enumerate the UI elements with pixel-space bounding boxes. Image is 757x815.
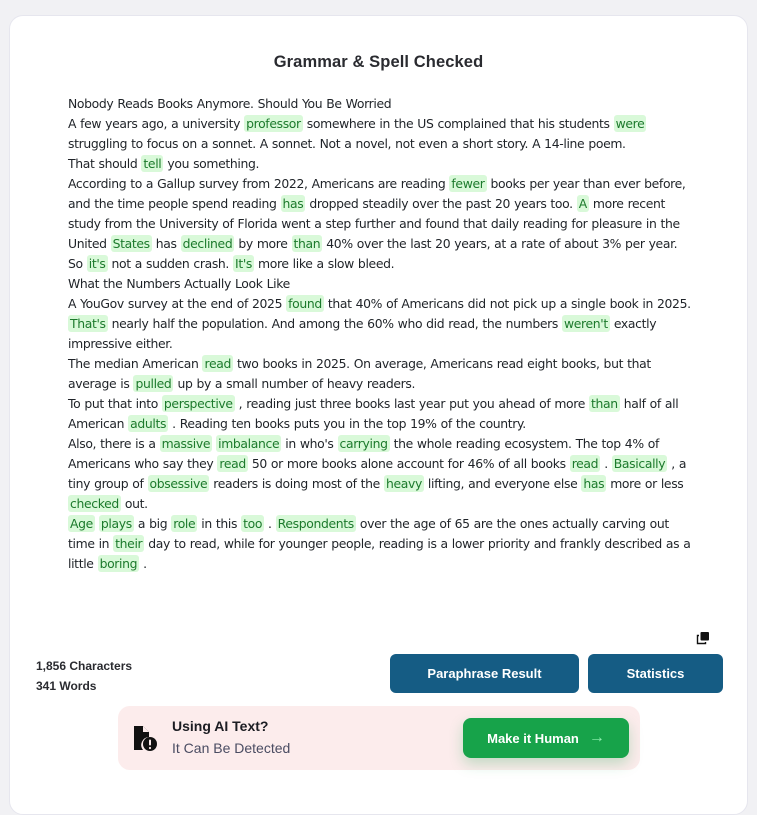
text-segment: readers is doing most of the: [209, 476, 384, 491]
text-segment: you something.: [163, 156, 260, 171]
text-segment: , a tiny group of: [68, 456, 687, 491]
corrected-word-highlight[interactable]: plays: [100, 516, 132, 531]
corrected-word-highlight[interactable]: imbalance: [218, 436, 280, 451]
character-count: 1,856 Characters: [36, 659, 133, 673]
text-segment: out.: [120, 496, 148, 511]
make-it-human-label: Make it Human: [487, 730, 579, 746]
paraphrase-result-button[interactable]: Paraphrase Result: [390, 654, 579, 693]
corrected-word-highlight[interactable]: has: [583, 476, 605, 491]
text-segment: A YouGov survey at the end of 2025: [68, 296, 287, 311]
text-paragraph: [68, 174, 698, 254]
text-paragraph: [68, 274, 698, 294]
text-paragraph: [68, 394, 698, 434]
text-segment: in who's: [281, 436, 338, 451]
make-it-human-button[interactable]: [463, 718, 629, 758]
corrected-word-highlight[interactable]: has: [282, 196, 304, 211]
text-segment: dropped steadily over the past 20 years too.: [305, 196, 577, 211]
corrected-word-highlight[interactable]: Respondents: [277, 516, 354, 531]
text-segment: Nobody Reads Books Anymore. Should You Be Worried: [68, 96, 392, 111]
text-segment: , reading just three books last year put you ahead of more: [234, 396, 590, 411]
checked-text-area[interactable]: [68, 94, 698, 574]
corrected-word-highlight[interactable]: it's: [88, 256, 106, 271]
corrected-word-highlight[interactable]: read: [571, 456, 599, 471]
text-segment: up by a small number of heavy readers.: [173, 376, 416, 391]
text-segment: So: [68, 256, 87, 271]
corrected-word-highlight[interactable]: boring: [99, 556, 138, 571]
corrected-word-highlight[interactable]: found: [288, 296, 322, 311]
text-segment: more like a slow bleed.: [254, 256, 395, 271]
text-segment: in this: [197, 516, 242, 531]
corrected-word-highlight[interactable]: perspective: [163, 396, 233, 411]
corrected-word-highlight[interactable]: were: [615, 116, 645, 131]
corrected-word-highlight[interactable]: declined: [182, 236, 233, 251]
text-paragraph: [68, 154, 698, 174]
corrected-word-highlight[interactable]: tell: [143, 156, 162, 171]
corrected-word-highlight[interactable]: States: [112, 236, 150, 251]
corrected-word-highlight[interactable]: read: [204, 356, 231, 371]
corrected-word-highlight[interactable]: It's: [235, 256, 252, 271]
text-paragraph: [68, 294, 698, 354]
text-segment: To put that into: [68, 396, 162, 411]
text-segment: That should: [68, 156, 142, 171]
corrected-word-highlight[interactable]: carrying: [339, 436, 388, 451]
corrected-word-highlight[interactable]: too: [243, 516, 263, 531]
text-segment: 40% over the last 20 years, at a rate of about 3% per year.: [322, 236, 678, 251]
text-paragraph: [68, 434, 698, 514]
text-segment: According to a Gallup survey from 2022, Americans are reading: [68, 176, 450, 191]
text-segment: has: [151, 236, 181, 251]
corrected-word-highlight[interactable]: checked: [70, 496, 119, 511]
arrow-right-icon: →: [588, 729, 605, 746]
text-segment: Also, there is a: [68, 436, 160, 451]
corrected-word-highlight[interactable]: than: [293, 236, 321, 251]
text-segment: by more: [234, 236, 292, 251]
copy-icon[interactable]: [696, 631, 710, 645]
word-count: 341 Words: [36, 679, 97, 693]
ai-detection-banner: [118, 706, 640, 770]
file-warning-icon: [132, 724, 158, 752]
text-segment: exactly impressive either.: [68, 316, 657, 351]
text-segment: The median American: [68, 356, 203, 371]
text-segment: .: [600, 456, 612, 471]
corrected-word-highlight[interactable]: That's: [70, 316, 106, 331]
text-paragraph: [68, 354, 698, 394]
text-segment: A few years ago, a university: [68, 116, 245, 131]
text-segment: not a sudden crash.: [107, 256, 234, 271]
banner-subtitle: It Can Be Detected: [172, 740, 291, 756]
corrected-word-highlight[interactable]: pulled: [135, 376, 172, 391]
corrected-word-highlight[interactable]: obsessive: [149, 476, 208, 491]
text-segment: more recent study from the University of Florida went a step further and found that daily reading for pleasure in the United: [68, 196, 680, 251]
text-segment: 50 or more books alone account for 46% of all books: [247, 456, 570, 471]
corrected-word-highlight[interactable]: role: [173, 516, 196, 531]
text-segment: somewhere in the US complained that his students: [302, 116, 614, 131]
text-paragraph: [68, 514, 698, 574]
text-segment: the whole reading ecosystem. The top 4% of Americans who say they: [68, 436, 659, 471]
text-segment: struggling to focus on a sonnet. A sonnet. Not a novel, not even a short story. A 14-line poem.: [68, 136, 626, 151]
text-segment: day to read, while for younger people, reading is a lower priority and frankly described as a little: [68, 536, 691, 571]
corrected-word-highlight[interactable]: Age: [70, 516, 93, 531]
corrected-word-highlight[interactable]: read: [219, 456, 246, 471]
statistics-button[interactable]: Statistics: [588, 654, 723, 693]
corrected-word-highlight[interactable]: massive: [161, 436, 211, 451]
text-segment: a big: [133, 516, 172, 531]
text-segment: that 40% of Americans did not pick up a single book in 2025.: [323, 296, 691, 311]
text-segment: nearly half the population. And among the 60% who did read, the numbers: [107, 316, 562, 331]
text-stats: [36, 656, 132, 696]
text-paragraph: [68, 114, 698, 154]
text-segment: .: [139, 556, 147, 571]
text-segment: What the Numbers Actually Look Like: [68, 276, 290, 291]
text-segment: half of all American: [68, 396, 679, 431]
text-segment: .: [264, 516, 276, 531]
corrected-word-highlight[interactable]: A: [578, 196, 587, 211]
text-segment: lifting, and everyone else: [423, 476, 582, 491]
text-segment: over the age of 65 are the ones actually carving out time in: [68, 516, 669, 551]
corrected-word-highlight[interactable]: adults: [130, 416, 167, 431]
text-paragraph: [68, 254, 698, 274]
corrected-word-highlight[interactable]: professor: [246, 116, 301, 131]
page-title: Grammar & Spell Checked: [273, 53, 484, 71]
text-segment: . Reading ten books puts you in the top 19% of the country.: [168, 416, 526, 431]
text-paragraph: [68, 94, 698, 114]
banner-title: Using AI Text?: [172, 718, 269, 734]
text-segment: more or less: [606, 476, 684, 491]
corrected-word-highlight[interactable]: fewer: [451, 176, 485, 191]
corrected-word-highlight[interactable]: Basically: [613, 456, 666, 471]
corrected-word-highlight[interactable]: heavy: [385, 476, 422, 491]
text-segment: books per year than ever before, and the time people spend reading: [68, 176, 686, 211]
corrected-word-highlight[interactable]: than: [591, 396, 618, 411]
corrected-word-highlight[interactable]: weren't: [564, 316, 608, 331]
corrected-word-highlight[interactable]: their: [115, 536, 143, 551]
text-segment: two books in 2025. On average, Americans read eight books, but that average is: [68, 356, 651, 391]
